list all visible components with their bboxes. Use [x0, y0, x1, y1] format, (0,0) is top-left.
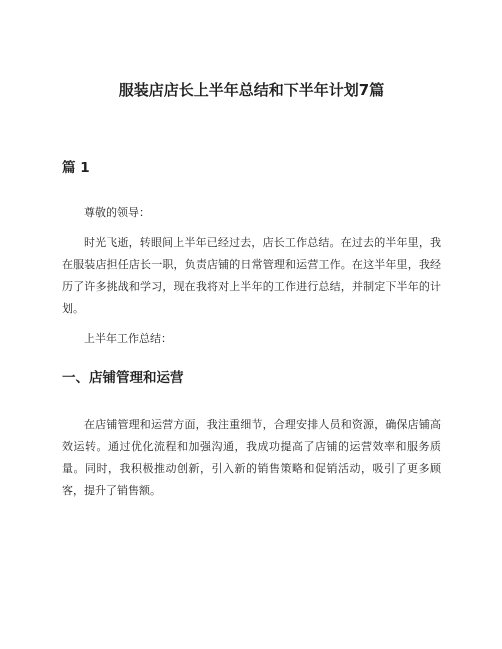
greeting-paragraph: 尊敬的领导： — [84, 206, 150, 219]
document-title: 服装店店长上半年总结和下半年计划7篇 — [118, 81, 385, 99]
part-heading: 篇 1 — [62, 160, 90, 176]
summary-label: 上半年工作总结： — [84, 332, 172, 345]
section-heading-store-management: 一、店铺管理和运营 — [62, 370, 184, 386]
section-body-store-management: 在店铺管理和运营方面，我注重细节，合理安排人员和资源，确保店铺高效运转。通过优化流程和加强沟通，我成功提高了店铺的运营效率和服务质量。同时，我积极推动创新，引入新的销售策略和促销活动，吸引了更多顾客，提升了销售额。 — [62, 418, 441, 497]
intro-paragraph: 时光飞逝，转眼间上半年已经过去，店长工作总结。在过去的半年里，我在服装店担任店长一职，负责店铺的日常管理和运营工作。在这半年里，我经历了许多挑战和学习，现在我将对上半年的工作进行总结，并制定下半年的计划。 — [62, 236, 441, 315]
